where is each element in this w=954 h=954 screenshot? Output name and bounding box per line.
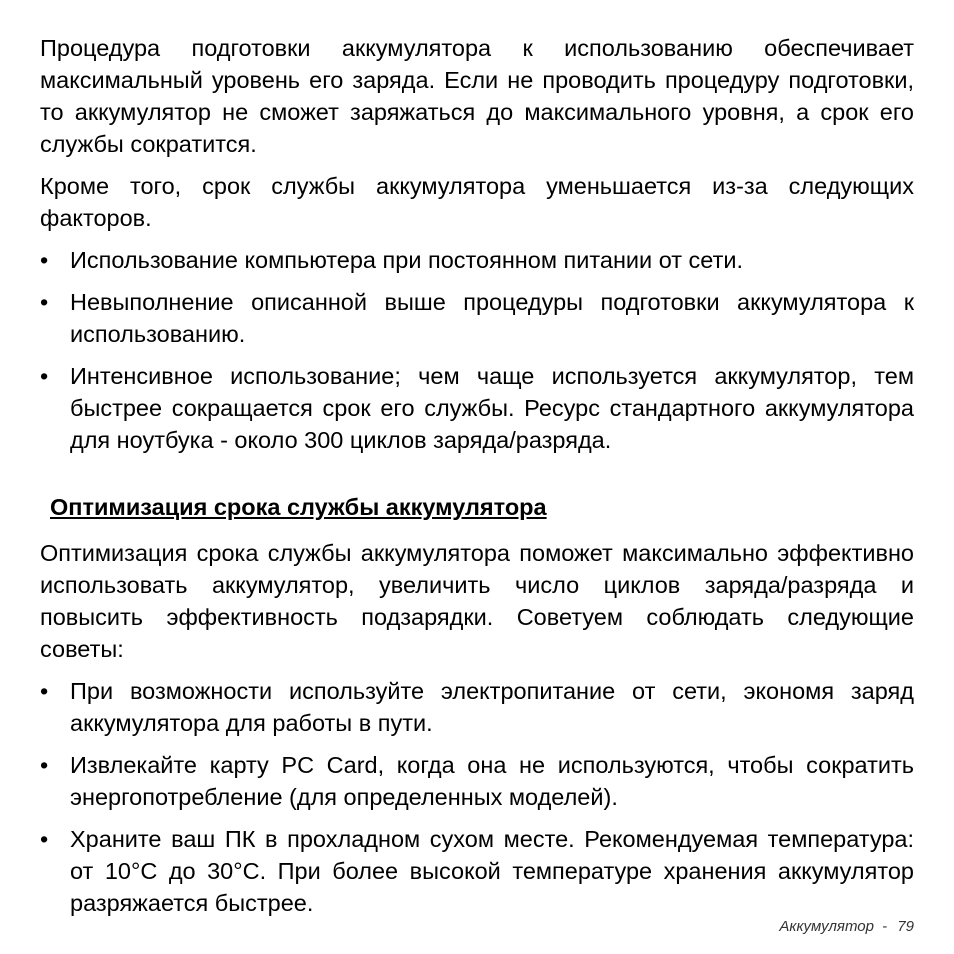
list-item	[40, 360, 914, 456]
list-item	[40, 286, 914, 350]
section-heading: Оптимизация срока службы аккумулятора	[50, 494, 547, 520]
bullet-icon: •	[40, 247, 49, 273]
footer-separator: -	[882, 918, 888, 935]
list-item	[40, 675, 914, 739]
optimization-paragraph: Оптимизация срока службы аккумулятора поможет максимально эффективно использовать аккумулятор, увеличить число циклов заряда/разряда и повысить эффективность подзарядки. Советуем соблюдать следующие советы:	[40, 540, 914, 662]
list-item	[40, 749, 914, 813]
footer-section-name: Аккумулятор	[779, 918, 874, 935]
intro-paragraph: Процедура подготовки аккумулятора к использованию обеспечивает максимальный уровень его заряда. Если не проводить процедуру подготовки, то аккумулятор не сможет заряжаться до максимального уровня, а срок его службы сократится.	[40, 35, 914, 157]
list-item-text: Использование компьютера при постоянном питании от сети.	[70, 247, 744, 273]
list-item	[40, 823, 914, 919]
bullet-icon: •	[40, 678, 49, 704]
bullet-icon: •	[40, 363, 49, 389]
factors-list	[40, 244, 914, 456]
factors-paragraph: Кроме того, срок службы аккумулятора уменьшается из-за следующих факторов.	[40, 173, 914, 231]
list-item	[40, 244, 914, 276]
list-item-text: При возможности используйте электропитание от сети, экономя заряд аккумулятора для работы в пути.	[70, 678, 914, 736]
bullet-icon: •	[40, 289, 49, 315]
tips-list	[40, 675, 914, 919]
list-item-text: Интенсивное использование; чем чаще используется аккумулятор, тем быстрее сокращается срок его службы. Ресурс стандартного аккумулятора для ноутбука - около 300 циклов заряда/разряда.	[70, 363, 914, 453]
bullet-icon: •	[40, 826, 49, 852]
page-footer	[779, 918, 914, 935]
bullet-icon: •	[40, 752, 49, 778]
list-item-text: Извлекайте карту PC Card, когда она не используются, чтобы сократить энергопотребление (для определенных моделей).	[70, 752, 914, 810]
list-item-text: Храните ваш ПК в прохладном сухом месте. Рекомендуемая температура: от 10°C до 30°C. При более высокой температуре хранения аккумулятор разряжается быстрее.	[70, 826, 914, 916]
page-number: 79	[897, 918, 914, 935]
page-content	[40, 32, 914, 929]
list-item-text: Невыполнение описанной выше процедуры подготовки аккумулятора к использованию.	[70, 289, 914, 347]
